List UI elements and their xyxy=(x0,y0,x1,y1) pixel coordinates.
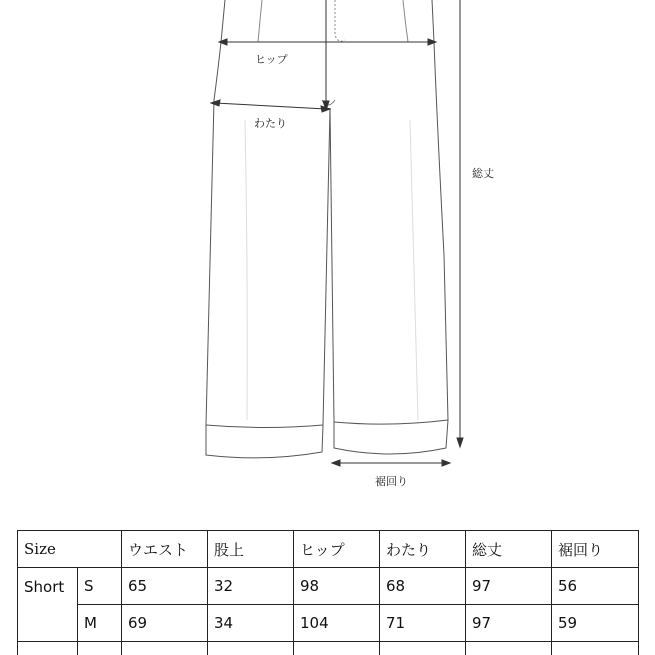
size-cell: S xyxy=(78,568,122,605)
table-header-row xyxy=(18,531,639,568)
value-cell: 98 xyxy=(294,568,380,605)
value-cell: 104 xyxy=(294,605,380,642)
size-cell: M xyxy=(78,605,122,642)
header-cell: ウエスト xyxy=(122,531,208,568)
measurement-arrows xyxy=(211,0,463,466)
header-cell: 股上 xyxy=(208,531,294,568)
table-row xyxy=(18,605,639,642)
value-cell: 56 xyxy=(552,568,639,605)
empty-cell xyxy=(466,642,552,655)
value-cell: 97 xyxy=(466,568,552,605)
header-cell: Size xyxy=(18,531,122,568)
header-cell: 総丈 xyxy=(466,531,552,568)
empty-cell xyxy=(18,642,78,655)
table-row xyxy=(18,568,639,605)
value-cell: 71 xyxy=(380,605,466,642)
empty-cell xyxy=(552,642,639,655)
empty-cell xyxy=(208,642,294,655)
empty-cell xyxy=(294,642,380,655)
size-table xyxy=(17,530,639,655)
value-cell: 69 xyxy=(122,605,208,642)
value-cell: 34 xyxy=(208,605,294,642)
value-cell: 32 xyxy=(208,568,294,605)
header-cell: わたり xyxy=(380,531,466,568)
hem-label: 裾回り xyxy=(375,475,408,488)
value-cell: 97 xyxy=(466,605,552,642)
empty-cell xyxy=(380,642,466,655)
pants-outline xyxy=(206,0,448,458)
table-row-cut-off xyxy=(18,642,639,655)
header-cell: ヒップ xyxy=(294,531,380,568)
total-length-label: 総丈 xyxy=(472,167,494,180)
group-cell: Short xyxy=(18,568,78,642)
hip-label: ヒップ xyxy=(255,53,288,66)
value-cell: 68 xyxy=(380,568,466,605)
empty-cell xyxy=(122,642,208,655)
value-cell: 59 xyxy=(552,605,639,642)
value-cell: 65 xyxy=(122,568,208,605)
empty-cell xyxy=(78,642,122,655)
header-cell: 裾回り xyxy=(552,531,639,568)
thigh-label: わたり xyxy=(254,117,287,130)
